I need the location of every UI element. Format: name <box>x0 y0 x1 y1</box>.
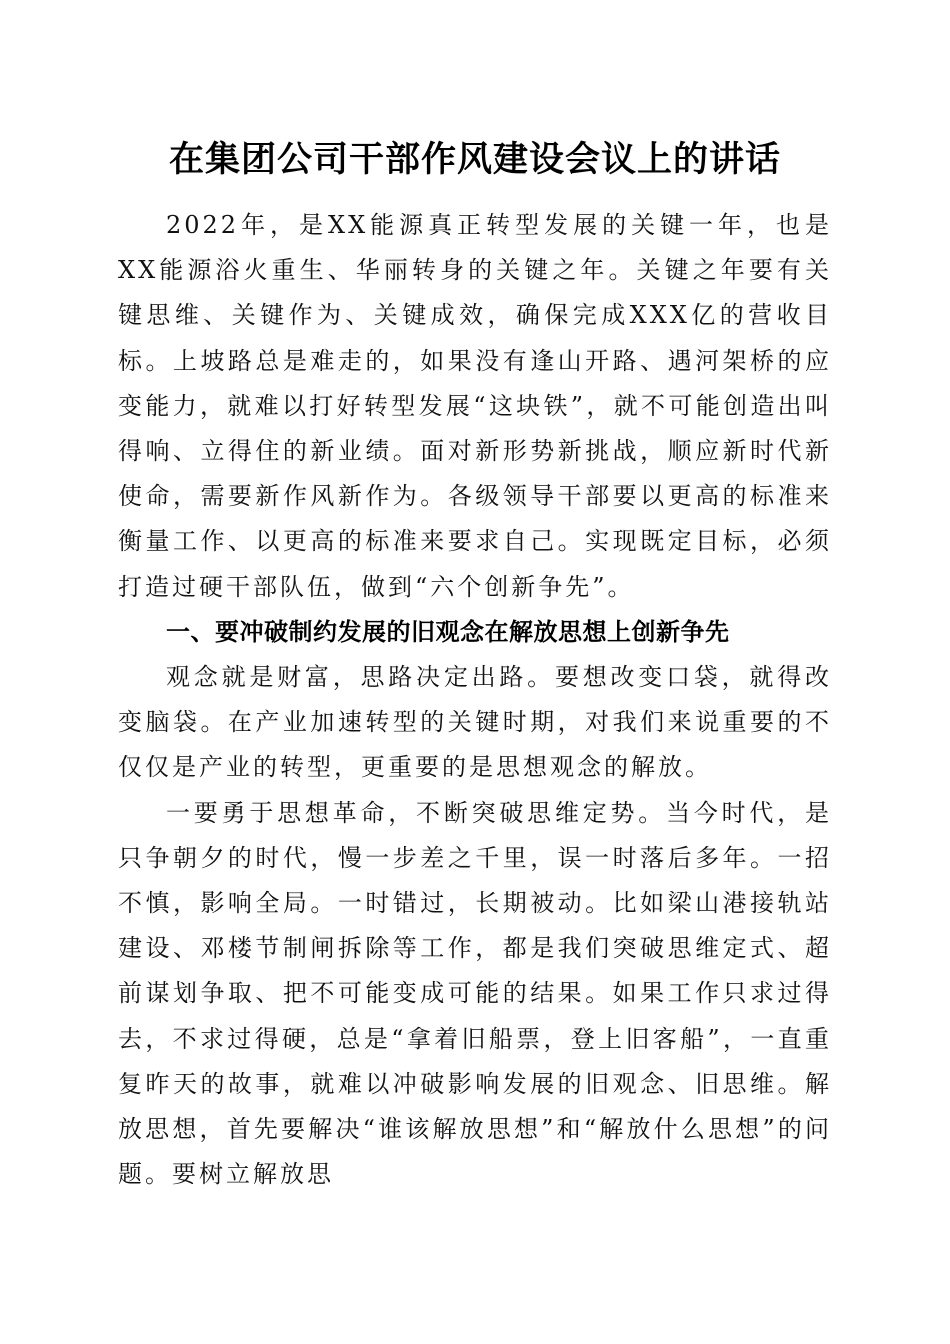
section-heading-1: 一、要冲破制约发展的旧观念在解放思想上创新争先 <box>166 617 730 646</box>
document-body <box>118 203 832 1197</box>
section-1-paragraph-1: 观念就是财富，思路决定出路。要想改变口袋，就得改变脑袋。在产业加速转型的关键时期，对我们来说重要的不仅仅是产业的转型，更重要的是思想观念的解放。 <box>118 663 832 782</box>
intro-paragraph: 2022年，是XX能源真正转型发展的关键一年，也是XX能源浴火重生、华丽转身的关键之年。关键之年要有关键思维、关键作为、关键成效，确保完成XXX亿的营收目标。上坡路总是难走的，如果没有逢山开路、遇河架桥的应变能力，就难以打好转型发展“这块铁”，就不可能创造出叫得响、立得住的新业绩。面对新形势新挑战，顺应新时代新使命，需要新作风新作为。各级领导干部要以更高的标准来衡量工作、以更高的标准来要求自己。实现既定目标，必须打造过硬干部队伍，做到“六个创新争先”。 <box>118 211 832 601</box>
document-title: 在集团公司干部作风建设会议上的讲话 <box>168 139 781 180</box>
section-1-paragraph-2: 一要勇于思想革命，不断突破思维定势。当今时代，是只争朝夕的时代，慢一步差之千里，误一时落后多年。一招不慎，影响全局。一时错过，长期被动。比如梁山港接轨站建设、邓楼节制闸拆除等工作，都是我们突破思维定式、超前谋划争取、把不可能变成可能的结果。如果工作只求过得去，不求过得硬，总是“拿着旧船票，登上旧客船”，一直重复昨天的故事，就难以冲破影响发展的旧观念、旧思维。解放思想，首先要解决“谁该解放思想”和“解放什么思想”的问题。要树立解放思 <box>118 798 832 1189</box>
